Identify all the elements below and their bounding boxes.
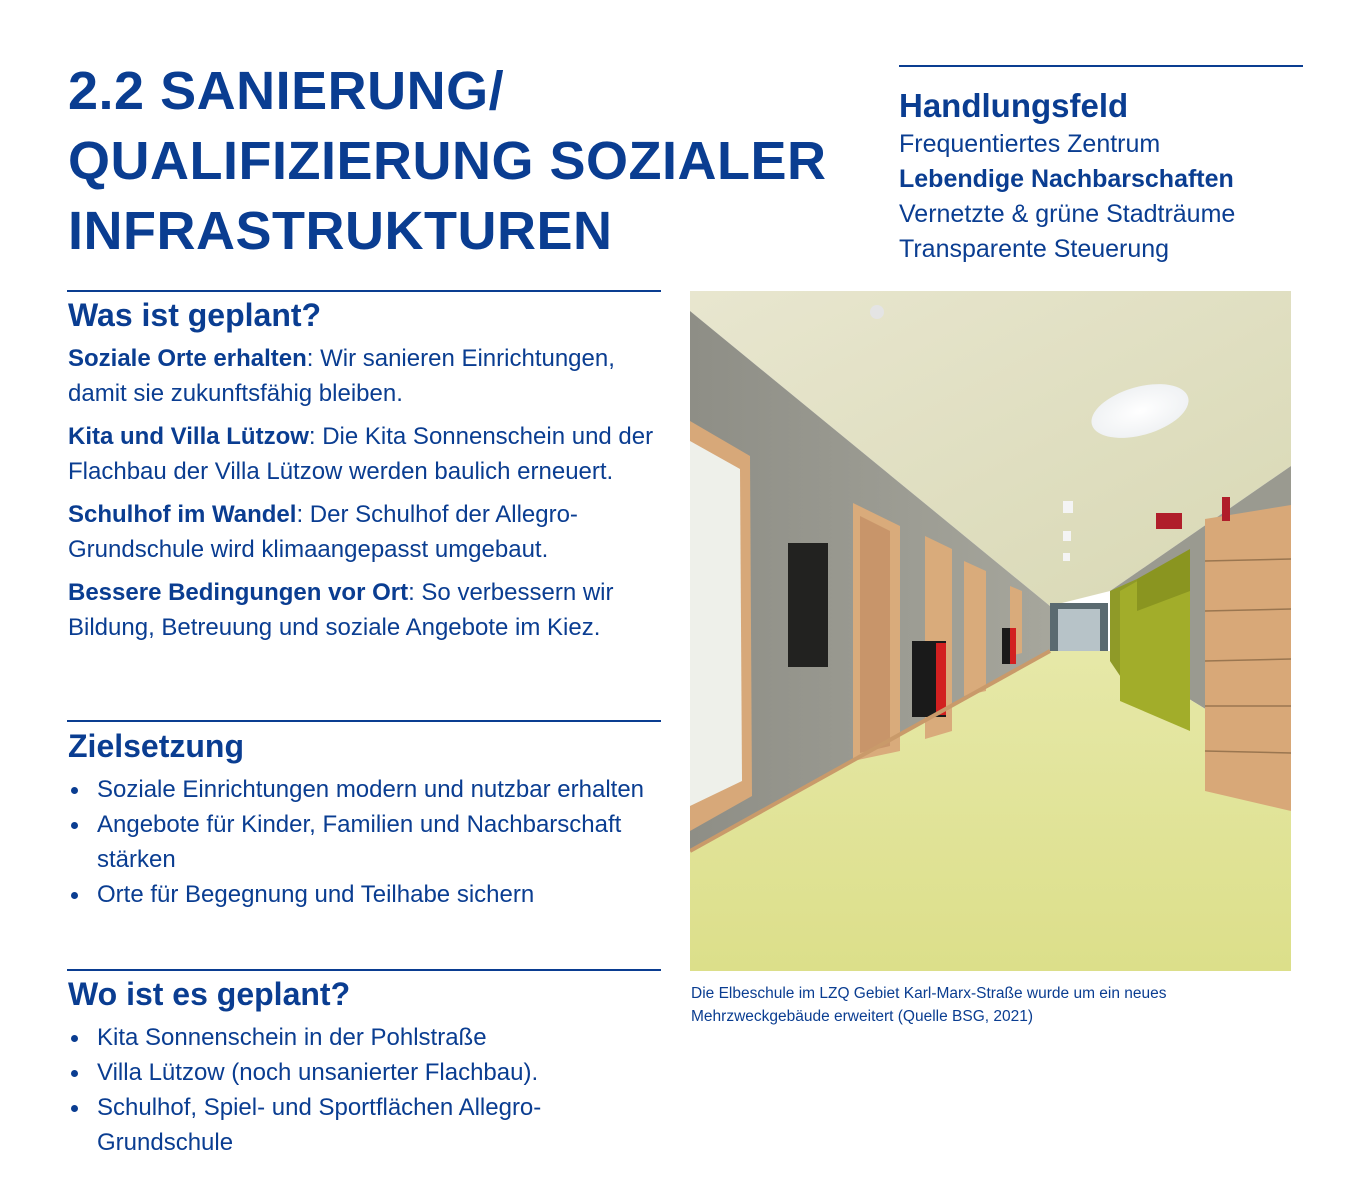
paragraph-lead: Kita und Villa Lützow [68,423,309,450]
handlungsfeld-box [899,86,1309,267]
handlungsfeld-item-active: Lebendige Nachbarschaften [899,165,1234,193]
list-item: Schulhof, Spiel- und Sportflächen Allegro-Grundschule [68,1090,668,1160]
section-heading: Was ist geplant? [68,297,322,333]
list-item: Angebote für Kinder, Familien und Nachbarschaft stärken [68,807,668,877]
paragraph-text: : Die Kita Sonnenschein und der Flachbau der Villa Lützow werden baulich erneuert. [68,423,654,485]
corridor-photo [690,291,1291,971]
section-divider [67,290,661,292]
section-heading: Zielsetzung [68,728,245,764]
section-was-ist-geplant [68,295,668,645]
paragraph [68,341,668,411]
paragraph-text: : Der Schulhof der Allegro-Grundschule wird klimaangepasst umgebaut. [68,501,578,563]
photo-caption: Die Elbeschule im LZQ Gebiet Karl-Marx-Straße wurde um ein neues Mehrzweckgebäude erweitert (Quelle BSG, 2021) [691,985,1167,1025]
handlungsfeld-heading: Handlungsfeld [899,87,1129,124]
handlungsfeld-item: Vernetzte & grüne Stadträume [899,200,1236,228]
page-title [68,56,848,266]
list-item: Kita Sonnenschein in der Pohlstraße [68,1020,668,1055]
bullet-list [68,772,668,912]
bullet-list [68,1020,668,1160]
handlungsfeld-divider [899,65,1303,67]
paragraph [68,497,668,567]
list-item: Soziale Einrichtungen modern und nutzbar erhalten [68,772,668,807]
paragraph-lead: Schulhof im Wandel [68,501,297,528]
page-title-line-3: INFRASTRUKTUREN [68,201,613,261]
section-wo-ist-es-geplant [68,974,668,1160]
page-title-line-1: 2.2 SANIERUNG/ [68,61,505,121]
section-heading: Wo ist es geplant? [68,976,351,1012]
list-item: Villa Lützow (noch unsanierter Flachbau). [68,1055,668,1090]
paragraph [68,419,668,489]
section-divider [67,720,661,722]
handlungsfeld-item: Transparente Steuerung [899,235,1170,263]
list-item: Orte für Begegnung und Teilhabe sichern [68,877,668,912]
paragraph [68,575,668,645]
paragraph-lead: Bessere Bedingungen vor Ort [68,579,409,606]
page-title-line-2: QUALIFIZIERUNG SOZIALER [68,131,827,191]
paragraph-text: : So verbessern wir Bildung, Betreuung und soziale Angebote im Kiez. [68,579,614,641]
paragraph-lead: Soziale Orte erhalten [68,345,307,372]
section-divider [67,969,661,971]
paragraph-text: : Wir sanieren Einrichtungen, damit sie zukunftsfähig bleiben. [68,345,615,407]
handlungsfeld-item: Frequentiertes Zentrum [899,130,1161,158]
section-zielsetzung [68,726,668,912]
